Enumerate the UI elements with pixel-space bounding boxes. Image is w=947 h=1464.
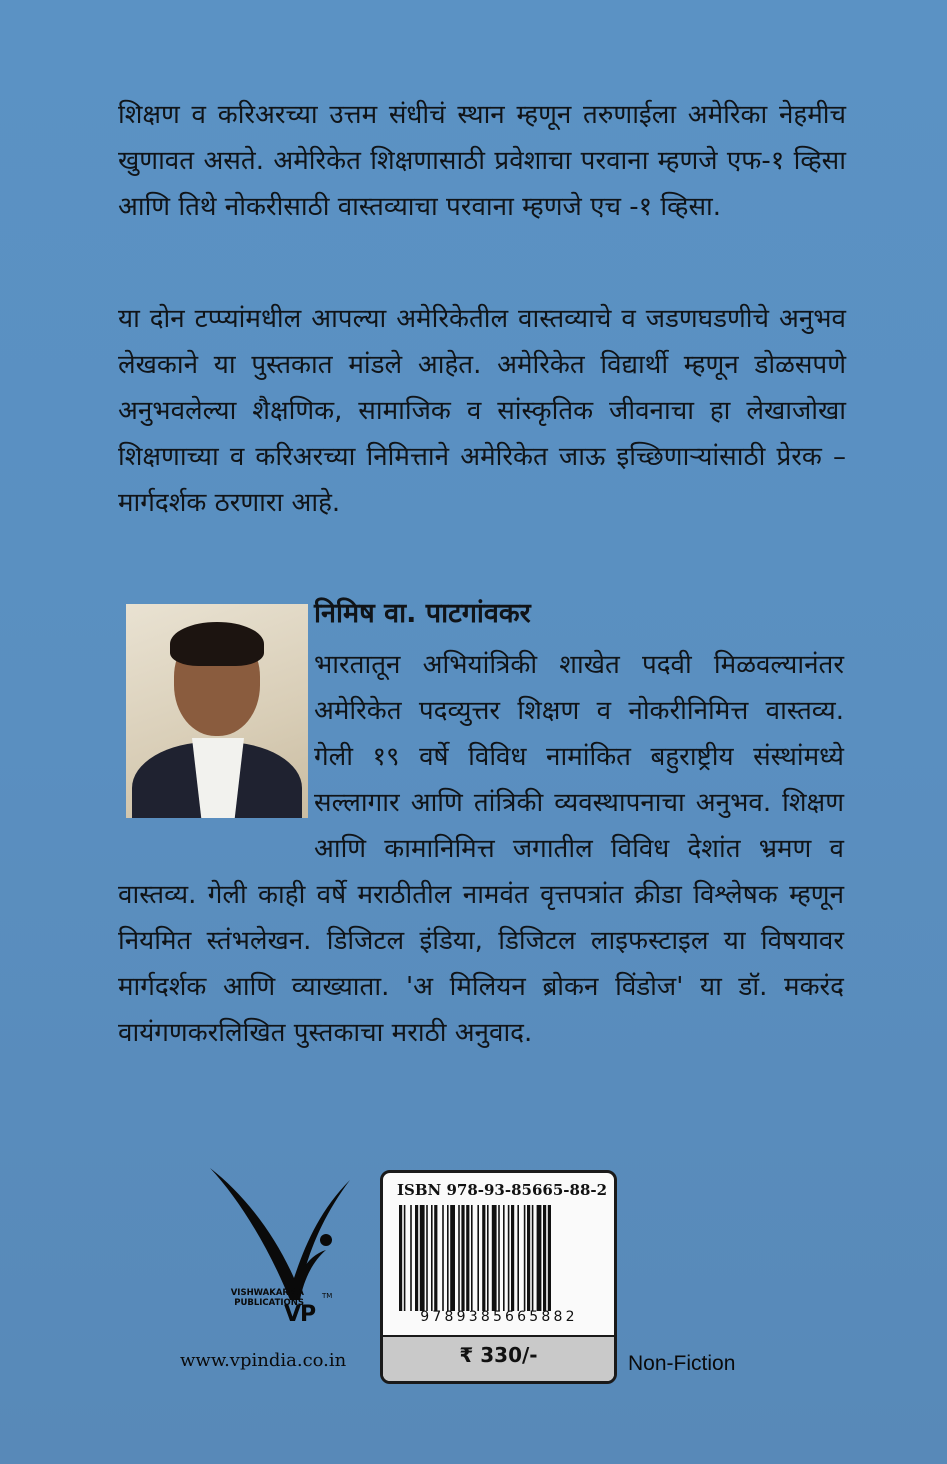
barcode-icon	[397, 1205, 601, 1311]
isbn-label: ISBN 978-93-85665-88-2	[397, 1181, 608, 1199]
publisher-website[interactable]: www.vpindia.co.in	[180, 1350, 347, 1371]
price: ₹ 330/-	[459, 1343, 538, 1367]
author-bio-block	[118, 642, 844, 1056]
author-name: निमिष वा. पाटगांवकर	[314, 598, 531, 629]
publisher-logo	[180, 1160, 370, 1350]
author-bio: भारतातून अभियांत्रिकी शाखेत पदवी मिळवल्यानंतर अमेरिकेत पदव्युत्तर शिक्षण व नोकरीनिमित्त वास्तव्य. गेली १९ वर्षे विविध नामांकित बहुराष्ट्रीय संस्थांमध्ये सल्लागार आणि तांत्रिकी व्यवस्थापनाचा अनुभव. शिक्षण आणि कामानिमित्त जगातील विविध देशांत भ्रमण व वास्तव्य. गेली काही वर्षे मराठीतील नामवंत वृत्तपत्रांत क्रीडा विश्लेषक म्हणून नियमित स्तंभलेखन. डिजिटल इंडिया, डिजिटल लाइफस्टाइल या विषयावर मार्गदर्शक आणि व्याख्याता. 'अ मिलियन ब्रोकन विंडोज' या डॉ. मकरंद वायंगणकरलिखित पुस्तकाचा मराठी अनुवाद.	[118, 650, 844, 1048]
blurb-paragraph-2: या दोन टप्प्यांमधील आपल्या अमेरिकेतील वास्तव्याचे व जडणघडणीचे अनुभव लेखकाने या पुस्तकात मांडले आहेत. अमेरिकेत विद्यार्थी म्हणून डोळसपणे अनुभवलेल्या शैक्षणिक, सामाजिक व सांस्कृतिक जीवनाचा हा लेखाजोखा शिक्षणाच्या व करिअरच्या निमित्ताने अमेरिकेत जाऊ इच्छिणाऱ्यांसाठी प्रेरक – मार्गदर्शक ठरणारा आहे.	[118, 304, 846, 518]
publisher-mark: VP	[284, 1302, 316, 1327]
isbn-barcode-box	[380, 1170, 617, 1384]
barcode-digits: 9789385665882	[420, 1309, 578, 1325]
price-strip	[383, 1335, 614, 1383]
publisher-name: VISHWAKARMA PUBLICATIONS	[230, 1288, 304, 1308]
blurb-paragraph-1: शिक्षण व करिअरच्या उत्तम संधीचं स्थान म्हणून तरुणाईला अमेरिका नेहमीच खुणावत असते. अमेरिकेत शिक्षणासाठी प्रवेशाचा परवाना म्हणजे एफ-१ व्हिसा आणि तिथे नोकरीसाठी वास्तव्याचा परवाना म्हणजे एच -१ व्हिसा.	[118, 100, 846, 222]
genre-label: Non-Fiction	[628, 1352, 736, 1375]
trademark-symbol: TM	[322, 1292, 333, 1300]
